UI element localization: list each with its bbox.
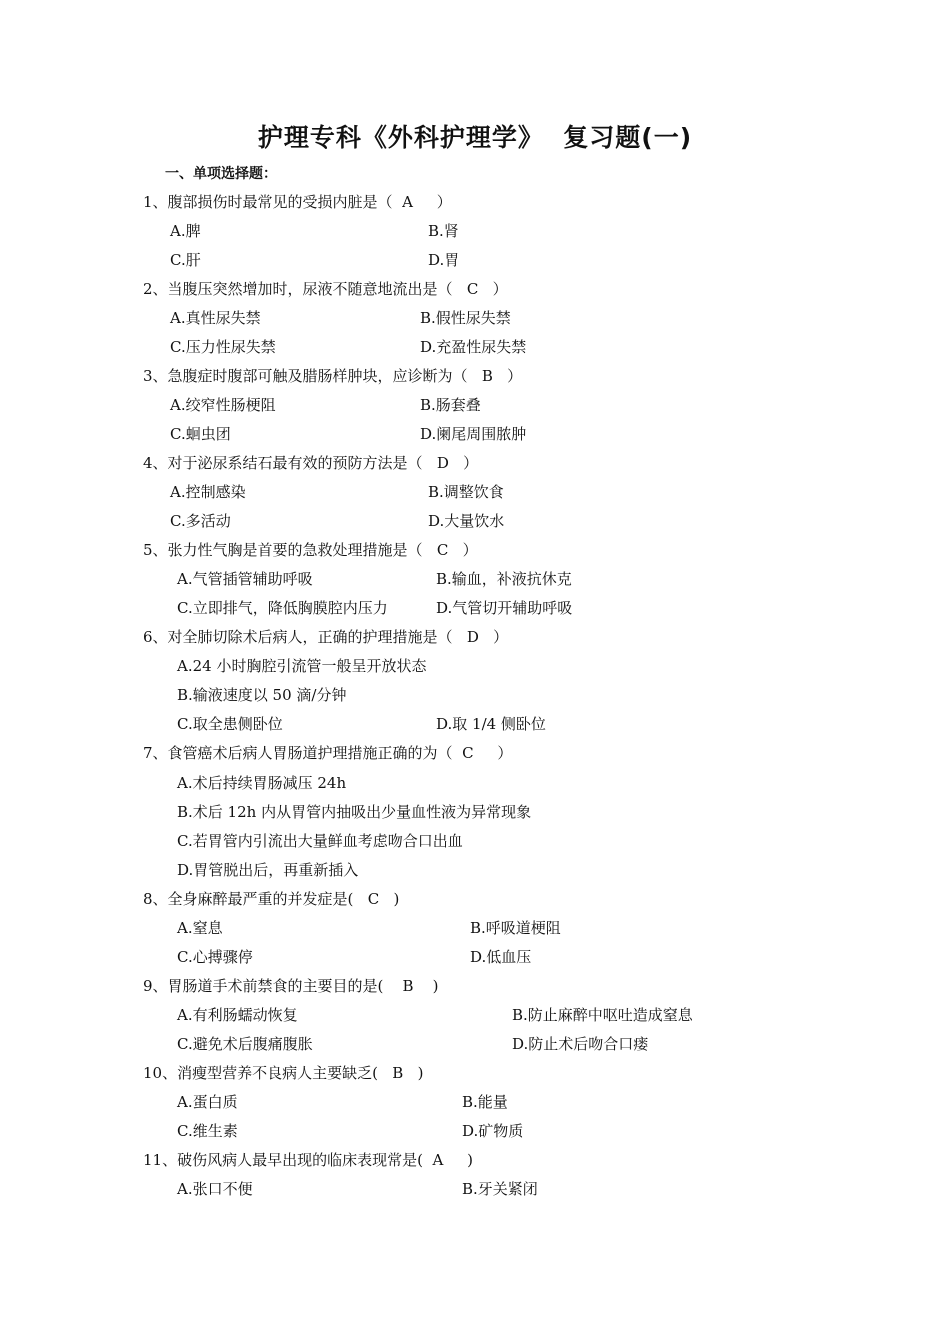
- q3-option-d: D.阑尾周围脓肿: [420, 425, 527, 443]
- q9-option-a: A.有利肠蠕动恢复: [177, 1006, 298, 1024]
- question-11: 11、破伤风病人最早出现的临床表现常是( A ): [143, 1151, 474, 1169]
- q10-option-a: A.蛋白质: [177, 1093, 238, 1111]
- q7-option-a: A.术后持续胃肠减压 24h: [177, 774, 347, 792]
- q4-option-a: A.控制感染: [170, 483, 246, 501]
- q2-option-c: C.压力性尿失禁: [170, 338, 276, 356]
- question-7: 7、食管癌术后病人胃肠道护理措施正确的为（ C ）: [143, 744, 513, 762]
- q1-option-a: A.脾: [170, 222, 201, 240]
- page-title: 护理专科《外科护理学》 复习题(一): [257, 123, 693, 152]
- q5-option-b: B.输血，补液抗休克: [436, 570, 572, 588]
- q3-option-b: B.肠套叠: [420, 396, 481, 414]
- q2-option-b: B.假性尿失禁: [420, 309, 511, 327]
- q7-option-c: C.若胃管内引流出大量鲜血考虑吻合口出血: [177, 832, 463, 850]
- question-2: 2、当腹压突然增加时，尿液不随意地流出是（ C ）: [143, 280, 508, 298]
- question-4: 4、对于泌尿系结石最有效的预防方法是（ D ）: [143, 454, 479, 472]
- question-10: 10、消瘦型营养不良病人主要缺乏( B ): [143, 1064, 424, 1082]
- q1-option-c: C.肝: [170, 251, 201, 269]
- q1-option-d: D.胃: [428, 251, 460, 269]
- q11-option-a: A.张口不便: [177, 1180, 253, 1198]
- q7-option-d: D.胃管脱出后，再重新插入: [177, 861, 359, 879]
- q9-option-b: B.防止麻醉中呕吐造成窒息: [512, 1006, 693, 1024]
- q3-option-a: A.绞窄性肠梗阻: [170, 396, 276, 414]
- section-heading: 一、单项选择题：: [165, 166, 277, 182]
- q10-option-d: D.矿物质: [462, 1122, 524, 1140]
- q11-option-b: B.牙关紧闭: [462, 1180, 538, 1198]
- q9-option-d: D.防止术后吻合口瘘: [512, 1035, 649, 1053]
- q4-option-c: C.多活动: [170, 512, 231, 530]
- q8-option-b: B.呼吸道梗阻: [470, 919, 561, 937]
- q2-option-d: D.充盈性尿失禁: [420, 338, 527, 356]
- q4-option-b: B.调整饮食: [428, 483, 504, 501]
- q5-option-c: C.立即排气，降低胸膜腔内压力: [177, 599, 388, 617]
- q2-option-a: A.真性尿失禁: [170, 309, 261, 327]
- question-1: 1、腹部损伤时最常见的受损内脏是（ A ）: [143, 193, 452, 211]
- q8-option-a: A.窒息: [177, 919, 223, 937]
- q8-option-c: C.心搏骤停: [177, 948, 253, 966]
- q6-option-d: D.取 1/4 侧卧位: [436, 715, 546, 733]
- q5-option-a: A.气管插管辅助呼吸: [177, 570, 313, 588]
- q3-option-c: C.蛔虫团: [170, 425, 231, 443]
- q5-option-d: D.气管切开辅助呼吸: [436, 599, 573, 617]
- q7-option-b: B.术后 12h 内从胃管内抽吸出少量血性液为异常现象: [177, 803, 532, 821]
- q1-option-b: B.肾: [428, 222, 459, 240]
- question-5: 5、张力性气胸是首要的急救处理措施是（ C ）: [143, 541, 478, 559]
- q10-option-c: C.维生素: [177, 1122, 238, 1140]
- q6-option-c: C.取全患侧卧位: [177, 715, 283, 733]
- q6-option-a: A.24 小时胸腔引流管一般呈开放状态: [177, 657, 427, 675]
- q8-option-d: D.低血压: [470, 948, 532, 966]
- q6-option-b: B.输液速度以 50 滴/分钟: [177, 686, 347, 704]
- question-6: 6、对全肺切除术后病人，正确的护理措施是（ D ）: [143, 628, 509, 646]
- q4-option-d: D.大量饮水: [428, 512, 505, 530]
- q10-option-b: B.能量: [462, 1093, 508, 1111]
- question-9: 9、胃肠道手术前禁食的主要目的是( B ): [143, 977, 439, 995]
- question-8: 8、全身麻醉最严重的并发症是( C ): [143, 890, 400, 908]
- q9-option-c: C.避免术后腹痛腹胀: [177, 1035, 313, 1053]
- question-3: 3、急腹症时腹部可触及腊肠样肿块，应诊断为（ B ）: [143, 367, 523, 385]
